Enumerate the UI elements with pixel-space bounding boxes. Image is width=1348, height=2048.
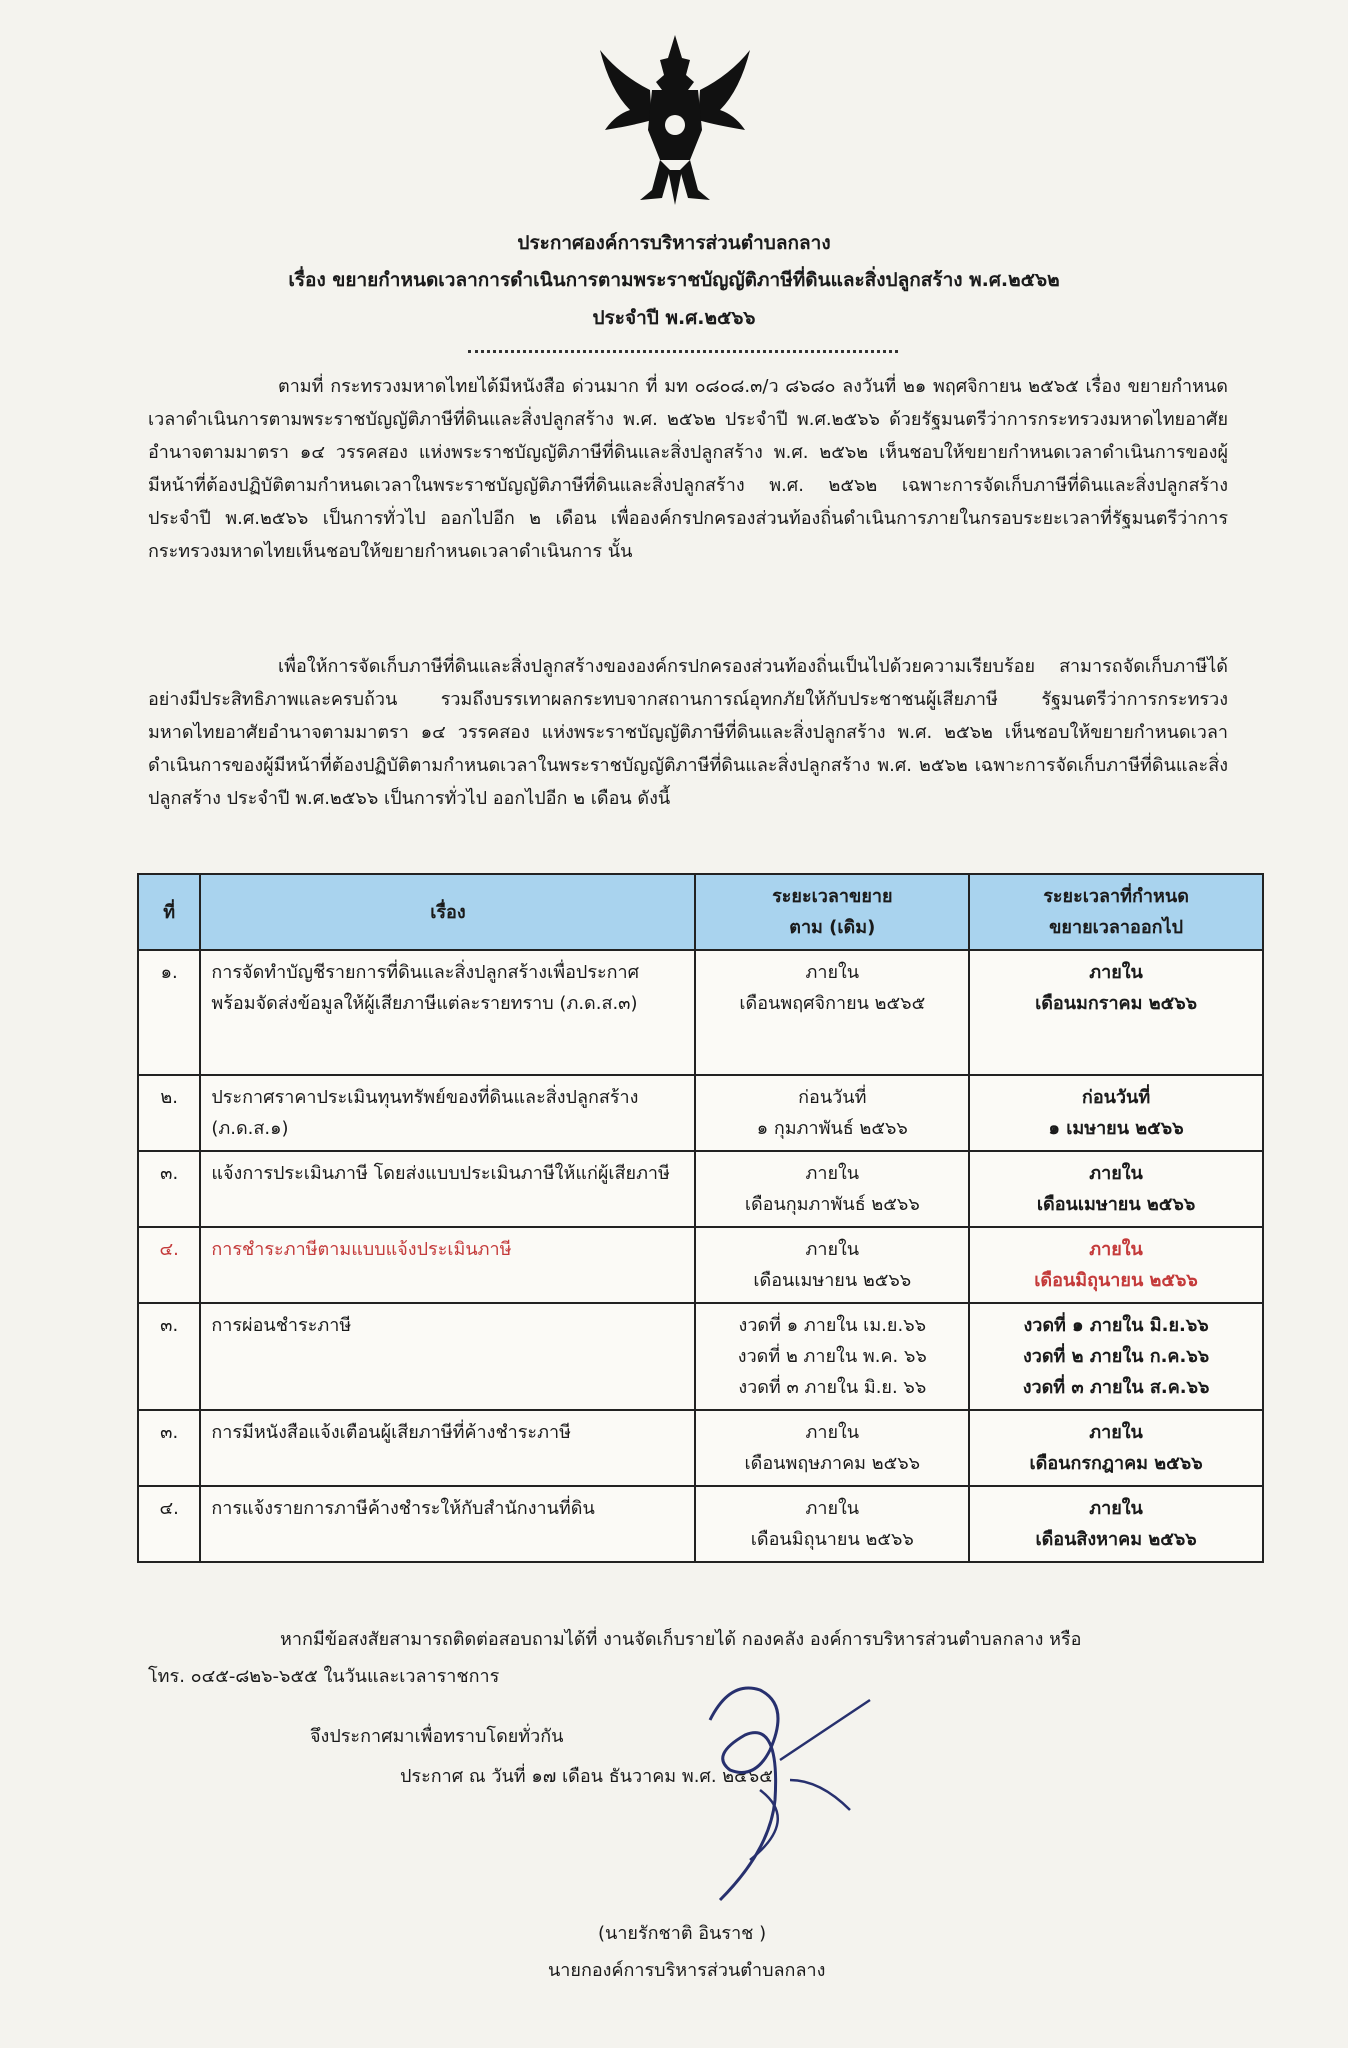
org-announcement-title: ประกาศองค์การบริหารส่วนตำบลกลาง	[517, 232, 831, 254]
paragraph-1	[148, 370, 1228, 568]
row-extended	[969, 1303, 1263, 1410]
header-orig-line2: ตาม (เดิม)	[789, 917, 876, 938]
schedule-table	[137, 873, 1264, 1563]
header-orig-line1: ระยะเวลาขยาย	[772, 886, 893, 907]
orig-line: ภายใน	[805, 1163, 860, 1184]
closing-date: ประกาศ ณ วันที่ ๑๗ เดือน ธันวาคม พ.ศ. ๒๕๖๕	[400, 1766, 773, 1787]
header-topic: เรื่อง	[200, 874, 695, 950]
orig-line: ก่อนวันที่	[798, 1087, 867, 1108]
ext-line: ภายใน	[1089, 1422, 1143, 1443]
paragraph-2	[148, 650, 1228, 815]
header-ext-line2: ขยายเวลาออกไป	[1049, 917, 1184, 938]
row-num: ๓.	[138, 1410, 200, 1486]
ext-line: งวดที่ ๒ ภายใน ก.ค.๖๖	[1022, 1346, 1210, 1367]
header-extended-period	[969, 874, 1263, 950]
orig-line: เดือนเมษายน ๒๕๖๖	[753, 1270, 912, 1291]
ext-line: งวดที่ ๑ ภายใน มิ.ย.๖๖	[1023, 1315, 1209, 1336]
signer-name: (นายรักชาติ อินราช )	[598, 1923, 767, 1944]
table-row	[138, 950, 1263, 1075]
row-original	[695, 1410, 969, 1486]
row-extended	[969, 1410, 1263, 1486]
ext-line: ภายใน	[1089, 1498, 1143, 1519]
row-original	[695, 1227, 969, 1303]
orig-line: ภายใน	[805, 962, 860, 983]
orig-line: งวดที่ ๒ ภายใน พ.ค. ๖๖	[737, 1346, 927, 1367]
row-num: ๒.	[138, 1075, 200, 1151]
row-topic: ประกาศราคาประเมินทุนทรัพย์ของที่ดินและสิ่งปลูกสร้าง (ภ.ด.ส.๑)	[200, 1075, 695, 1151]
row-topic: การจัดทำบัญชีรายการที่ดินและสิ่งปลูกสร้างเพื่อประกาศ พร้อมจัดส่งข้อมูลให้ผู้เสียภาษีแต่ละรายทราบ (ภ.ด.ส.๓)	[200, 950, 695, 1075]
row-original	[695, 1486, 969, 1562]
row-original	[695, 1151, 969, 1227]
row-original	[695, 1075, 969, 1151]
row-original	[695, 950, 969, 1075]
ext-line: งวดที่ ๓ ภายใน ส.ค.๖๖	[1022, 1377, 1210, 1398]
contact-line-2: โทร. ๐๔๕-๘๒๖-๖๕๕ ในวันและเวลาราชการ	[148, 1666, 500, 1687]
row-num: ๔.	[138, 1227, 200, 1303]
ext-line: ภายใน	[1089, 962, 1143, 983]
table-row-highlighted	[138, 1227, 1263, 1303]
row-num: ๑.	[138, 950, 200, 1075]
ext-line: เดือนสิงหาคม ๒๕๖๖	[1035, 1529, 1197, 1550]
paragraph-2-text: เพื่อให้การจัดเก็บภาษีที่ดินและสิ่งปลูกสร้างขององค์กรปกครองส่วนท้องถิ่นเป็นไปด้วยความเรียบร้อย สามารถจัดเก็บภาษีได้อย่างมีประสิทธิภาพและครบถ้วน รวมถึงบรรเทาผลกระทบจากสถานการณ์อุทกภัยให้กับประชาชนผู้เสียภาษี รัฐมนตรีว่าการกระทรวงมหาดไทยอาศัยอำนาจตามมาตรา ๑๔ วรรคสอง แห่งพระราชบัญญัติภาษีที่ดินและสิ่งปลูกสร้าง พ.ศ. ๒๕๖๒ เห็นชอบให้ขยายกำหนดเวลาดำเนินการของผู้มีหน้าที่ต้องปฏิบัติตามกำหนดเวลาในพระราชบัญญัติภาษีที่ดินและสิ่งปลูกสร้าง พ.ศ. ๒๕๖๒ เฉพาะการจัดเก็บภาษีที่ดินและสิ่งปลูกสร้าง ประจำปี พ.ศ.๒๕๖๖ เป็นการทั่วไป ออกไปอีก ๒ เดือน ดังนี้	[148, 656, 1228, 809]
contact-line-1: หากมีข้อสงสัยสามารถติดต่อสอบถามได้ที่ งานจัดเก็บรายได้ กองคลัง องค์การบริหารส่วนตำบลกลาง หรือ	[280, 1629, 1082, 1650]
signer-title: นายกองค์การบริหารส่วนตำบลกลาง	[548, 1960, 826, 1981]
orig-line: ภายใน	[805, 1239, 860, 1260]
orig-line: เดือนกุมภาพันธ์ ๒๕๖๖	[744, 1194, 920, 1215]
closing-announce: จึงประกาศมาเพื่อทราบโดยทั่วกัน	[310, 1726, 564, 1747]
row-topic: การแจ้งรายการภาษีค้างชำระให้กับสำนักงานที่ดิน	[200, 1486, 695, 1562]
ext-line: เดือนกรกฎาคม ๒๕๖๖	[1029, 1453, 1203, 1474]
orig-line: เดือนพฤษภาคม ๒๕๖๖	[744, 1453, 921, 1474]
ext-line: เดือนมกราคม ๒๕๖๖	[1035, 993, 1198, 1014]
table-row	[138, 1410, 1263, 1486]
orig-line: ภายใน	[805, 1498, 860, 1519]
row-topic: แจ้งการประเมินภาษี โดยส่งแบบประเมินภาษีให้แก่ผู้เสียภาษี	[200, 1151, 695, 1227]
row-topic: การชำระภาษีตามแบบแจ้งประเมินภาษี	[200, 1227, 695, 1303]
ext-line: ภายใน	[1089, 1163, 1143, 1184]
signature-icon	[650, 1660, 910, 1910]
table-row	[138, 1151, 1263, 1227]
ext-line: ๑ เมษายน ๒๕๖๖	[1048, 1118, 1184, 1139]
orig-line: เดือนมิถุนายน ๒๕๖๖	[750, 1529, 914, 1550]
row-extended	[969, 1151, 1263, 1227]
dotted-divider	[468, 350, 898, 353]
row-original	[695, 1303, 969, 1410]
ext-line: เดือนเมษายน ๒๕๖๖	[1036, 1194, 1196, 1215]
orig-line: ๑ กุมภาพันธ์ ๒๕๖๖	[756, 1118, 908, 1139]
row-topic: การมีหนังสือแจ้งเตือนผู้เสียภาษีที่ค้างชำระภาษี	[200, 1410, 695, 1486]
row-num: ๔.	[138, 1486, 200, 1562]
orig-line: เดือนพฤศจิกายน ๒๕๖๕	[739, 993, 926, 1014]
garuda-emblem-icon	[590, 30, 760, 210]
subject-line: เรื่อง ขยายกำหนดเวลาการดำเนินการตามพระราชบัญญัติภาษีที่ดินและสิ่งปลูกสร้าง พ.ศ.๒๕๖๒	[288, 269, 1060, 291]
row-num: ๓.	[138, 1151, 200, 1227]
row-extended	[969, 1075, 1263, 1151]
row-num: ๓.	[138, 1303, 200, 1410]
ext-line: เดือนมิถุนายน ๒๕๖๖	[1034, 1270, 1198, 1291]
table-row	[138, 1303, 1263, 1410]
table-header-row	[138, 874, 1263, 950]
paragraph-1-text: ตามที่ กระทรวงมหาดไทยได้มีหนังสือ ด่วนมาก ที่ มท ๐๘๐๘.๓/ว ๘๖๘๐ ลงวันที่ ๒๑ พฤศจิกายน ๒๕๖๕ เรื่อง ขยายกำหนดเวลาดำเนินการตามพระราชบัญญัติภาษีที่ดินและสิ่งปลูกสร้าง พ.ศ. ๒๕๖๒ ประจำปี พ.ศ.๒๕๖๖ ด้วยรัฐมนตรีว่าการกระทรวงมหาดไทยอาศัยอำนาจตามมาตรา ๑๔ วรรคสอง แห่งพระราชบัญญัติภาษีที่ดินและสิ่งปลูกสร้าง พ.ศ. ๒๕๖๒ เห็นชอบให้ขยายกำหนดเวลาดำเนินการของผู้มีหน้าที่ต้องปฏิบัติตามกำหนดเวลาในพระราชบัญญัติภาษีที่ดินและสิ่งปลูกสร้าง พ.ศ. ๒๕๖๒ เฉพาะการจัดเก็บภาษีที่ดินและสิ่งปลูกสร้าง ประจำปี พ.ศ.๒๕๖๖ เป็นการทั่วไป ออกไปอีก ๒ เดือน เพื่อองค์กรปกครองส่วนท้องถิ่นดำเนินการภายในกรอบระยะเวลาที่รัฐมนตรีว่าการกระทรวงมหาดไทยเห็นชอบให้ขยายกำหนดเวลาดำเนินการ นั้น	[148, 376, 1228, 562]
table-row	[138, 1075, 1263, 1151]
orig-line: งวดที่ ๑ ภายใน เม.ย.๖๖	[738, 1315, 927, 1336]
header-original-period	[695, 874, 969, 950]
ext-line: ภายใน	[1089, 1239, 1143, 1260]
orig-line: งวดที่ ๓ ภายใน มิ.ย. ๖๖	[738, 1377, 927, 1398]
year-line: ประจำปี พ.ศ.๒๕๖๖	[592, 307, 756, 329]
table-row	[138, 1486, 1263, 1562]
header-num: ที่	[138, 874, 200, 950]
row-extended	[969, 1227, 1263, 1303]
header-ext-line1: ระยะเวลาที่กำหนด	[1043, 886, 1189, 907]
row-extended	[969, 950, 1263, 1075]
row-topic: การผ่อนชำระภาษี	[200, 1303, 695, 1410]
row-extended	[969, 1486, 1263, 1562]
ext-line: ก่อนวันที่	[1081, 1087, 1151, 1108]
orig-line: ภายใน	[805, 1422, 860, 1443]
